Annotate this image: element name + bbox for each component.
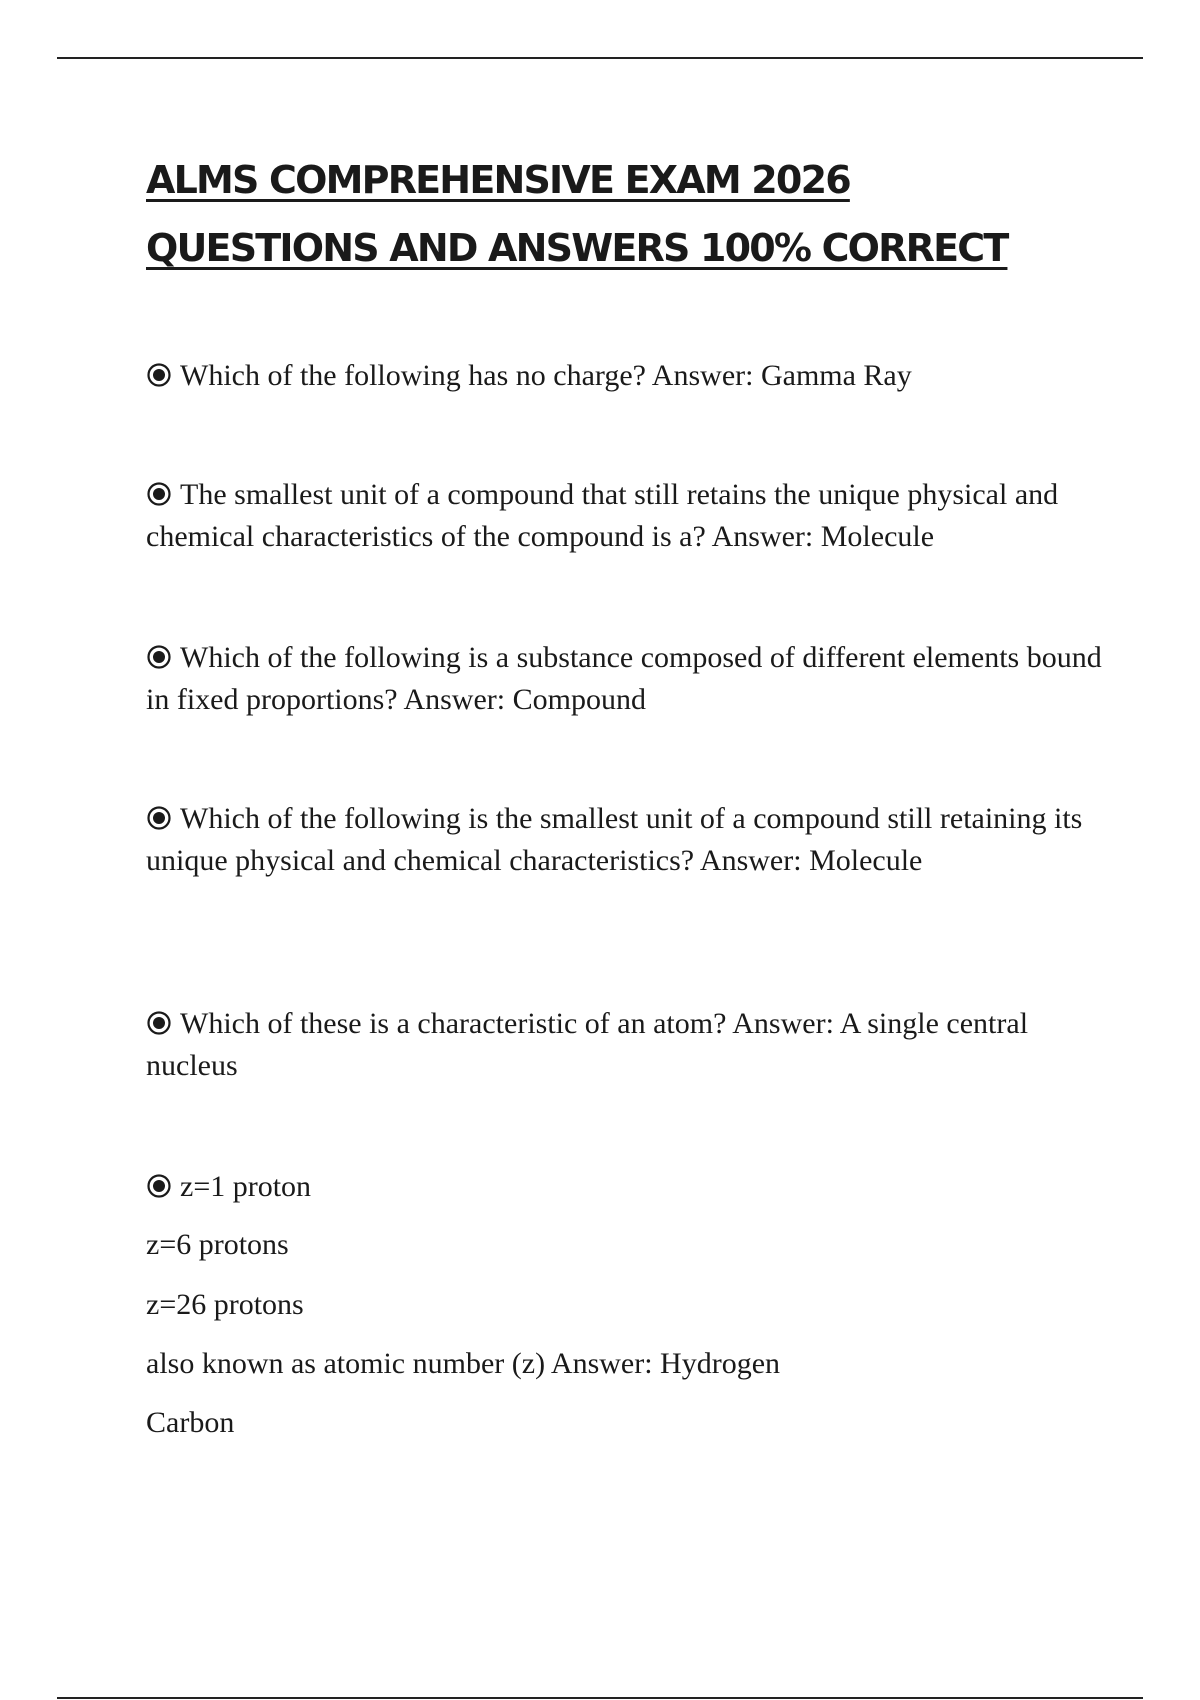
- qa-item-6: [146, 1166, 311, 1208]
- qa-continuation-line: Carbon: [146, 1406, 235, 1439]
- radio-bullet-icon: [146, 1173, 172, 1199]
- radio-bullet-icon: [146, 644, 172, 670]
- qa-item-5: [146, 1003, 1106, 1087]
- qa-text: The smallest unit of a compound that still retains the unique physical and chemical characteristics of the compound is a? Answer: Molecule: [146, 478, 1059, 553]
- qa-continuation-line: also known as atomic number (z) Answer: Hydrogen: [146, 1347, 781, 1380]
- qa-item-3: [146, 637, 1106, 721]
- title-line-2: QUESTIONS AND ANSWERS 100% CORRECT: [146, 226, 1008, 270]
- qa-continuation-line: z=6 protons: [146, 1228, 289, 1261]
- radio-bullet-icon: [146, 805, 172, 831]
- title-line-1: ALMS COMPREHENSIVE EXAM 2026: [146, 158, 850, 202]
- qa-text: Which of the following has no charge? Answer: Gamma Ray: [180, 359, 912, 392]
- qa-text: Which of the following is a substance composed of different elements bound in fixed proportions? Answer: Compound: [146, 641, 1102, 716]
- bottom-rule: [57, 1697, 1143, 1699]
- radio-bullet-icon: [146, 1010, 172, 1036]
- top-rule: [57, 57, 1143, 59]
- qa-text: Which of these is a characteristic of an atom? Answer: A single central nucleus: [146, 1007, 1029, 1082]
- qa-continuation-line: z=26 protons: [146, 1288, 304, 1321]
- qa-item-4: [146, 798, 1106, 882]
- qa-text: z=1 proton: [180, 1170, 312, 1203]
- qa-item-2: [146, 474, 1106, 558]
- document-title: [146, 146, 1007, 282]
- qa-text: Which of the following is the smallest unit of a compound still retaining its unique physical and chemical characteristics? Answer: Molecule: [146, 802, 1083, 877]
- radio-bullet-icon: [146, 362, 172, 388]
- radio-bullet-icon: [146, 481, 172, 507]
- qa-item-1: [146, 355, 1106, 397]
